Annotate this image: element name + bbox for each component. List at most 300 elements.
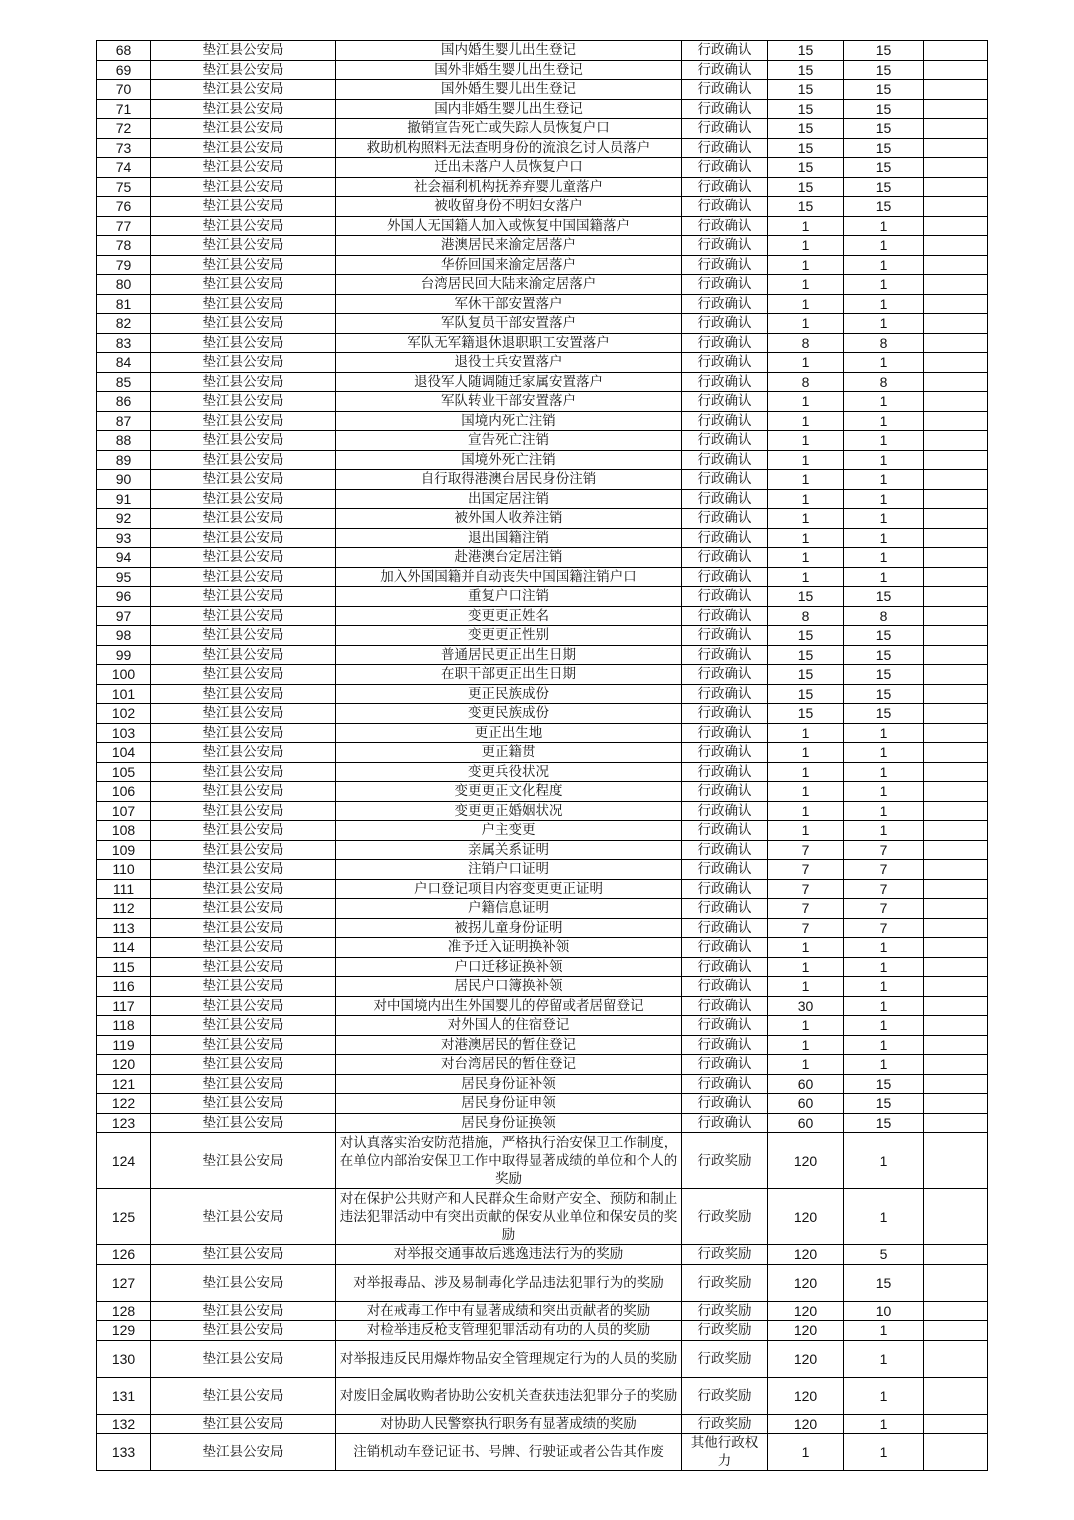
promised-time-limit-cell-text: 1	[879, 315, 888, 332]
row-number-cell-text: 125	[111, 1208, 136, 1225]
item-name-cell	[336, 957, 682, 977]
row-number-cell-text: 68	[115, 42, 132, 59]
item-name-cell	[336, 1377, 682, 1414]
promised-time-limit-cell	[844, 977, 924, 997]
item-type-cell-text: 行政确认	[697, 685, 752, 702]
promised-time-limit-cell	[844, 528, 924, 548]
item-type-cell	[682, 1264, 768, 1301]
item-type-cell	[682, 1414, 768, 1434]
row-number-cell-text: 126	[111, 1246, 136, 1263]
row-number-cell	[97, 1434, 151, 1471]
legal-time-limit-cell	[768, 236, 844, 256]
item-type-cell	[682, 1113, 768, 1133]
legal-time-limit-cell-text: 60	[797, 1095, 814, 1112]
promised-time-limit-cell-text: 1	[879, 276, 888, 293]
department-cell-text: 垫江县公安局	[202, 1036, 284, 1053]
promised-time-limit-cell	[844, 1074, 924, 1094]
remark-cell	[924, 860, 988, 880]
row-number-cell	[97, 138, 151, 158]
item-name-cell-text: 军队复员干部安置落户	[441, 315, 576, 332]
table-row	[97, 509, 988, 529]
row-number-cell	[97, 626, 151, 646]
row-number-cell	[97, 1377, 151, 1414]
item-name-cell	[336, 1035, 682, 1055]
item-name-cell-text: 变更兵役状况	[468, 763, 549, 780]
promised-time-limit-cell-text: 1	[879, 549, 888, 566]
remark-cell	[924, 645, 988, 665]
department-cell	[151, 821, 336, 841]
item-type-cell-text: 行政确认	[697, 997, 752, 1014]
promised-time-limit-cell-text: 1	[879, 1056, 888, 1073]
item-name-cell	[336, 80, 682, 100]
remark-cell	[924, 450, 988, 470]
table-row	[97, 899, 988, 919]
item-name-cell	[336, 860, 682, 880]
department-cell-text: 垫江县公安局	[202, 919, 284, 936]
row-number-cell	[97, 1189, 151, 1245]
department-cell-text: 垫江县公安局	[202, 588, 284, 605]
department-cell	[151, 879, 336, 899]
remark-cell	[924, 158, 988, 178]
item-type-cell-text: 行政奖励	[697, 1274, 752, 1291]
item-type-cell-text: 行政确认	[697, 568, 752, 585]
legal-time-limit-cell-text: 1	[801, 432, 810, 449]
item-type-cell-text: 行政确认	[697, 373, 752, 390]
item-type-cell	[682, 216, 768, 236]
item-name-cell-text: 华侨回国来渝定居落户	[441, 256, 576, 273]
legal-time-limit-cell	[768, 918, 844, 938]
department-cell	[151, 1414, 336, 1434]
item-name-cell	[336, 177, 682, 197]
department-cell-text: 垫江县公安局	[202, 880, 284, 897]
item-name-cell	[336, 1189, 682, 1245]
item-name-cell-text: 对中国境内出生外国婴儿的停留或者居留登记	[373, 997, 644, 1014]
legal-time-limit-cell-text: 1	[801, 256, 810, 273]
department-cell-text: 垫江县公安局	[202, 276, 284, 293]
department-cell	[151, 918, 336, 938]
legal-time-limit-cell	[768, 782, 844, 802]
promised-time-limit-cell	[844, 1245, 924, 1265]
item-name-cell	[336, 431, 682, 451]
legal-time-limit-cell-text: 1	[801, 529, 810, 546]
department-cell-text: 垫江县公安局	[202, 1056, 284, 1073]
row-number-cell-text: 82	[115, 315, 132, 332]
item-type-cell	[682, 197, 768, 217]
legal-time-limit-cell-text: 1	[801, 354, 810, 371]
department-cell	[151, 216, 336, 236]
promised-time-limit-cell	[844, 645, 924, 665]
remark-cell	[924, 743, 988, 763]
department-cell	[151, 236, 336, 256]
row-number-cell	[97, 606, 151, 626]
item-type-cell	[682, 294, 768, 314]
remark-cell	[924, 1264, 988, 1301]
service-items-table	[96, 40, 988, 1471]
legal-time-limit-cell	[768, 392, 844, 412]
item-type-cell	[682, 743, 768, 763]
promised-time-limit-cell	[844, 431, 924, 451]
item-name-cell-text: 出国定居注销	[468, 490, 549, 507]
table-row	[97, 918, 988, 938]
promised-time-limit-cell-text: 1	[879, 432, 888, 449]
row-number-cell-text: 132	[111, 1415, 136, 1432]
item-name-cell-text: 赴港澳台定居注销	[454, 549, 563, 566]
table-row	[97, 138, 988, 158]
item-type-cell-text: 行政确认	[697, 919, 752, 936]
legal-time-limit-cell	[768, 138, 844, 158]
item-type-cell-text: 行政确认	[697, 588, 752, 605]
promised-time-limit-cell-text: 1	[879, 471, 888, 488]
remark-cell	[924, 294, 988, 314]
item-type-cell-text: 行政确认	[697, 646, 752, 663]
item-name-cell-text: 注销户口证明	[468, 861, 549, 878]
table-row	[97, 314, 988, 334]
legal-time-limit-cell-text: 60	[797, 1114, 814, 1131]
table-row	[97, 704, 988, 724]
legal-time-limit-cell	[768, 996, 844, 1016]
promised-time-limit-cell	[844, 801, 924, 821]
row-number-cell	[97, 255, 151, 275]
row-number-cell	[97, 470, 151, 490]
item-type-cell	[682, 489, 768, 509]
item-name-cell	[336, 197, 682, 217]
row-number-cell	[97, 957, 151, 977]
item-name-cell-text: 对举报交通事故后逃逸违法行为的奖励	[393, 1246, 624, 1263]
legal-time-limit-cell	[768, 1113, 844, 1133]
item-name-cell	[336, 762, 682, 782]
remark-cell	[924, 1434, 988, 1471]
remark-cell	[924, 1377, 988, 1414]
department-cell	[151, 996, 336, 1016]
table-row	[97, 1264, 988, 1301]
department-cell	[151, 1074, 336, 1094]
promised-time-limit-cell-text: 15	[875, 666, 892, 683]
row-number-cell	[97, 996, 151, 1016]
legal-time-limit-cell	[768, 567, 844, 587]
table-row	[97, 879, 988, 899]
item-type-cell	[682, 548, 768, 568]
legal-time-limit-cell	[768, 1074, 844, 1094]
item-name-cell-text: 国境内死亡注销	[461, 412, 556, 429]
item-type-cell	[682, 470, 768, 490]
item-name-cell	[336, 684, 682, 704]
item-type-cell-text: 行政确认	[697, 198, 752, 215]
row-number-cell-text: 95	[115, 568, 132, 585]
row-number-cell-text: 71	[115, 100, 132, 117]
legal-time-limit-cell	[768, 957, 844, 977]
item-name-cell-text: 对举报违反民用爆炸物品安全管理规定行为的人员的奖励	[339, 1350, 678, 1367]
department-cell-text: 垫江县公安局	[202, 744, 284, 761]
department-cell	[151, 548, 336, 568]
table-row	[97, 489, 988, 509]
promised-time-limit-cell	[844, 60, 924, 80]
department-cell	[151, 1264, 336, 1301]
item-name-cell	[336, 587, 682, 607]
legal-time-limit-cell	[768, 704, 844, 724]
promised-time-limit-cell	[844, 606, 924, 626]
item-name-cell-text: 退役军人随调随迁家属安置落户	[414, 373, 603, 390]
promised-time-limit-cell-text: 1	[879, 802, 888, 819]
item-name-cell-text: 军队无军籍退休退职职工安置落户	[407, 334, 610, 351]
row-number-cell	[97, 1074, 151, 1094]
promised-time-limit-cell	[844, 548, 924, 568]
item-name-cell-text: 国外非婚生婴儿出生登记	[434, 61, 583, 78]
item-name-cell-text: 军休干部安置落户	[454, 295, 563, 312]
table-row	[97, 450, 988, 470]
legal-time-limit-cell	[768, 1035, 844, 1055]
legal-time-limit-cell	[768, 314, 844, 334]
item-name-cell	[336, 918, 682, 938]
item-name-cell	[336, 567, 682, 587]
promised-time-limit-cell	[844, 177, 924, 197]
legal-time-limit-cell	[768, 119, 844, 139]
department-cell-text: 垫江县公安局	[202, 178, 284, 195]
remark-cell	[924, 1321, 988, 1341]
remark-cell	[924, 996, 988, 1016]
remark-cell	[924, 840, 988, 860]
item-type-cell-text: 行政确认	[697, 822, 752, 839]
legal-time-limit-cell	[768, 470, 844, 490]
remark-cell	[924, 879, 988, 899]
promised-time-limit-cell-text: 1	[879, 412, 888, 429]
promised-time-limit-cell	[844, 333, 924, 353]
promised-time-limit-cell	[844, 899, 924, 919]
row-number-cell	[97, 41, 151, 61]
item-type-cell	[682, 158, 768, 178]
item-name-cell	[336, 41, 682, 61]
department-cell	[151, 840, 336, 860]
legal-time-limit-cell	[768, 1434, 844, 1471]
row-number-cell-text: 112	[112, 900, 135, 917]
table-row	[97, 158, 988, 178]
item-name-cell	[336, 1133, 682, 1189]
row-number-cell-text: 107	[111, 802, 136, 819]
item-name-cell	[336, 255, 682, 275]
promised-time-limit-cell-text: 1	[879, 451, 888, 468]
row-number-cell-text: 97	[115, 607, 132, 624]
item-name-cell	[336, 723, 682, 743]
legal-time-limit-cell	[768, 528, 844, 548]
item-name-cell-text: 对协助人民警察执行职务有显著成绩的奖励	[380, 1415, 637, 1432]
promised-time-limit-cell-text: 15	[875, 120, 892, 137]
department-cell	[151, 801, 336, 821]
item-type-cell-text: 行政确认	[697, 744, 752, 761]
table-row	[97, 1035, 988, 1055]
promised-time-limit-cell-text: 8	[879, 373, 888, 390]
row-number-cell-text: 84	[115, 354, 132, 371]
promised-time-limit-cell-text: 1	[879, 529, 888, 546]
row-number-cell-text: 88	[115, 432, 132, 449]
department-cell-text: 垫江县公安局	[202, 666, 284, 683]
promised-time-limit-cell-text: 1	[879, 1415, 888, 1432]
row-number-cell-text: 119	[112, 1036, 135, 1053]
remark-cell	[924, 567, 988, 587]
item-type-cell	[682, 411, 768, 431]
row-number-cell	[97, 1133, 151, 1189]
table-body	[97, 41, 988, 1471]
legal-time-limit-cell	[768, 684, 844, 704]
row-number-cell-text: 130	[111, 1350, 136, 1367]
department-cell	[151, 782, 336, 802]
item-type-cell-text: 行政确认	[697, 451, 752, 468]
row-number-cell-text: 101	[111, 685, 136, 702]
remark-cell	[924, 411, 988, 431]
legal-time-limit-cell-text: 120	[793, 1152, 818, 1169]
item-type-cell-text: 行政确认	[697, 666, 752, 683]
item-type-cell-text: 行政确认	[697, 958, 752, 975]
promised-time-limit-cell-text: 1	[879, 237, 888, 254]
legal-time-limit-cell	[768, 489, 844, 509]
remark-cell	[924, 918, 988, 938]
item-type-cell	[682, 275, 768, 295]
item-type-cell	[682, 1189, 768, 1245]
item-name-cell-text: 撤销宣告死亡或失踪人员恢复户口	[407, 120, 610, 137]
item-type-cell-text: 行政奖励	[697, 1302, 752, 1319]
item-type-cell-text: 行政确认	[697, 1056, 752, 1073]
remark-cell	[924, 509, 988, 529]
item-type-cell-text: 行政确认	[697, 1075, 752, 1092]
table-row	[97, 782, 988, 802]
legal-time-limit-cell	[768, 1094, 844, 1114]
table-row	[97, 665, 988, 685]
item-type-cell-text: 行政确认	[697, 354, 752, 371]
item-name-cell-text: 居民身份证换领	[461, 1114, 556, 1131]
department-cell	[151, 723, 336, 743]
department-cell	[151, 1189, 336, 1245]
item-type-cell	[682, 255, 768, 275]
row-number-cell	[97, 918, 151, 938]
department-cell	[151, 411, 336, 431]
item-type-cell-text: 行政确认	[697, 256, 752, 273]
department-cell	[151, 1016, 336, 1036]
promised-time-limit-cell	[844, 509, 924, 529]
item-name-cell-text: 救助机构照料无法查明身份的流浪乞讨人员落户	[366, 139, 651, 156]
legal-time-limit-cell-text: 7	[801, 841, 810, 858]
item-name-cell-text: 对认真落实治安防范措施，严格执行治安保卫工作制度，在单位内部治安保卫工作中取得显著成绩的单位和个人的奖励	[339, 1134, 678, 1187]
promised-time-limit-cell-text: 1	[879, 217, 888, 234]
item-type-cell	[682, 450, 768, 470]
department-cell-text: 垫江县公安局	[202, 432, 284, 449]
item-type-cell	[682, 1340, 768, 1377]
legal-time-limit-cell	[768, 431, 844, 451]
legal-time-limit-cell-text: 1	[801, 1017, 810, 1034]
legal-time-limit-cell	[768, 216, 844, 236]
item-type-cell	[682, 645, 768, 665]
row-number-cell	[97, 1016, 151, 1036]
promised-time-limit-cell-text: 1	[879, 510, 888, 527]
promised-time-limit-cell	[844, 1264, 924, 1301]
department-cell	[151, 138, 336, 158]
item-name-cell	[336, 821, 682, 841]
row-number-cell	[97, 236, 151, 256]
row-number-cell-text: 85	[115, 373, 132, 390]
item-name-cell-text: 迁出未落户人员恢复户口	[434, 159, 583, 176]
promised-time-limit-cell-text: 15	[875, 100, 892, 117]
legal-time-limit-cell-text: 1	[801, 958, 810, 975]
item-name-cell	[336, 119, 682, 139]
table-row	[97, 275, 988, 295]
item-type-cell-text: 行政奖励	[697, 1322, 752, 1339]
item-name-cell-text: 户口登记项目内容变更更正证明	[414, 880, 603, 897]
promised-time-limit-cell	[844, 938, 924, 958]
department-cell	[151, 119, 336, 139]
row-number-cell-text: 94	[115, 549, 132, 566]
table-row	[97, 821, 988, 841]
item-name-cell	[336, 294, 682, 314]
row-number-cell	[97, 743, 151, 763]
row-number-cell	[97, 411, 151, 431]
row-number-cell-text: 98	[115, 627, 132, 644]
item-type-cell-text: 行政确认	[697, 61, 752, 78]
item-name-cell	[336, 528, 682, 548]
row-number-cell	[97, 1301, 151, 1321]
item-type-cell	[682, 99, 768, 119]
item-type-cell	[682, 353, 768, 373]
remark-cell	[924, 177, 988, 197]
item-type-cell	[682, 704, 768, 724]
row-number-cell-text: 108	[111, 822, 136, 839]
promised-time-limit-cell-text: 1	[879, 1036, 888, 1053]
item-type-cell-text: 行政确认	[697, 393, 752, 410]
promised-time-limit-cell	[844, 918, 924, 938]
item-type-cell-text: 行政确认	[697, 841, 752, 858]
item-name-cell-text: 被拐儿童身份证明	[454, 919, 563, 936]
promised-time-limit-cell-text: 1	[879, 256, 888, 273]
row-number-cell-text: 133	[111, 1444, 136, 1460]
legal-time-limit-cell-text: 60	[797, 1075, 814, 1092]
department-cell-text: 垫江县公安局	[202, 627, 284, 644]
item-name-cell	[336, 548, 682, 568]
legal-time-limit-cell-text: 1	[801, 295, 810, 312]
table-row	[97, 1301, 988, 1321]
row-number-cell-text: 100	[111, 666, 136, 683]
table-row	[97, 99, 988, 119]
table-row	[97, 840, 988, 860]
item-type-cell-text: 行政确认	[697, 802, 752, 819]
remark-cell	[924, 977, 988, 997]
item-type-cell	[682, 762, 768, 782]
legal-time-limit-cell-text: 15	[797, 42, 814, 59]
legal-time-limit-cell-text: 15	[797, 120, 814, 137]
legal-time-limit-cell	[768, 60, 844, 80]
promised-time-limit-cell-text: 1	[879, 744, 888, 761]
item-name-cell	[336, 275, 682, 295]
department-cell-text: 垫江县公安局	[202, 1350, 284, 1367]
remark-cell	[924, 626, 988, 646]
department-cell	[151, 255, 336, 275]
remark-cell	[924, 1189, 988, 1245]
department-cell	[151, 60, 336, 80]
row-number-cell-text: 87	[115, 412, 132, 429]
legal-time-limit-cell-text: 15	[797, 100, 814, 117]
legal-time-limit-cell-text: 120	[793, 1415, 818, 1432]
promised-time-limit-cell	[844, 762, 924, 782]
row-number-cell	[97, 80, 151, 100]
remark-cell	[924, 1340, 988, 1377]
table-row	[97, 743, 988, 763]
item-type-cell-text: 行政奖励	[697, 1387, 752, 1404]
item-name-cell	[336, 411, 682, 431]
department-cell	[151, 567, 336, 587]
legal-time-limit-cell	[768, 411, 844, 431]
promised-time-limit-cell-text: 1	[879, 763, 888, 780]
table-row	[97, 587, 988, 607]
remark-cell	[924, 353, 988, 373]
legal-time-limit-cell-text: 1	[801, 276, 810, 293]
department-cell-text: 垫江县公安局	[202, 490, 284, 507]
promised-time-limit-cell-text: 1	[879, 1152, 888, 1169]
item-name-cell	[336, 1340, 682, 1377]
